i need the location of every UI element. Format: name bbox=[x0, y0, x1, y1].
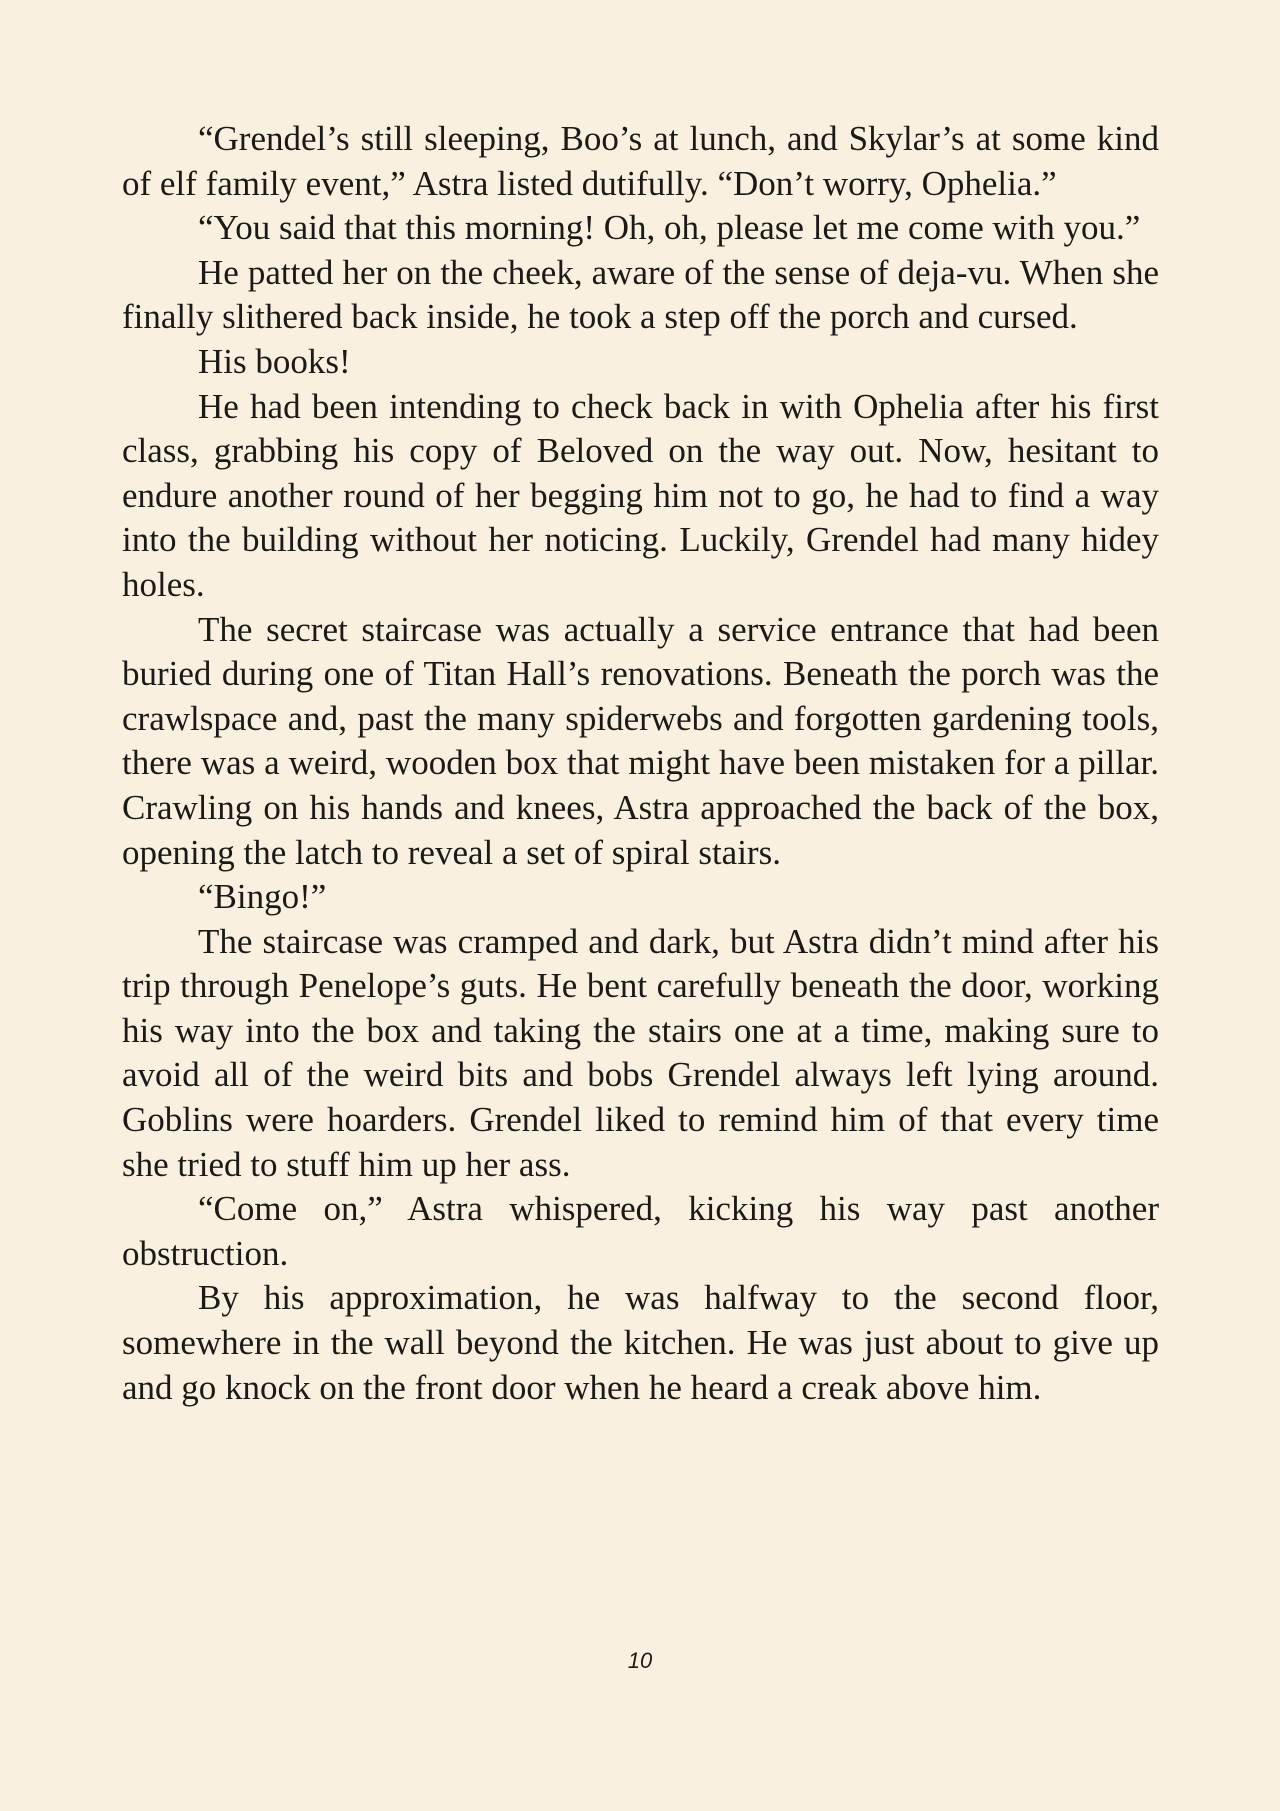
page-number: 10 bbox=[627, 1648, 653, 1673]
paragraph: He patted her on the cheek, aware of the sense of deja-vu. When she finally slithered back inside, he took a step off the porch and cursed. bbox=[122, 252, 1159, 337]
paragraph: “Come on,” Astra whispered, kicking his way past another obstruction. bbox=[122, 1189, 1159, 1273]
page-body bbox=[122, 117, 1159, 1410]
paragraph: The secret staircase was actually a service entrance that had been buried during one of Titan Hall’s renovations. Beneath the porch was the crawlspace and, past the many spiderwebs and forgotten gardening tools, there was a weird, wooden box that might have been mistaken for a pillar. Crawling on his hands and knees, Astra approached the back of the box, opening the latch to reveal a set of spiral stairs. bbox=[122, 609, 1159, 872]
paragraph: His books! bbox=[198, 341, 351, 381]
paragraph: “Bingo!” bbox=[198, 877, 327, 917]
paragraph: The staircase was cramped and dark, but Astra didn’t mind after his trip through Penelope’s guts. He bent carefully beneath the door, working his way into the box and taking the stairs one at a time, making sure to avoid all of the weird bits and bobs Grendel always left lying around. Goblins were hoarders. Grendel liked to remind him of that every time she tried to stuff him up her ass. bbox=[122, 921, 1159, 1184]
paragraph: By his approximation, he was halfway to the second floor, somewhere in the wall beyond the kitchen. He was just about to give up and go knock on the front door when he heard a creak above him. bbox=[122, 1278, 1159, 1407]
paragraph: “Grendel’s still sleeping, Boo’s at lunch, and Skylar’s at some kind of elf family event,” Astra listed dutifully. “Don’t worry, Ophelia.” bbox=[122, 119, 1159, 203]
paragraph: He had been intending to check back in with Ophelia after his first class, grabbing his copy of Beloved on the way out. Now, hesitant to endure another round of her begging him not to go, he had to find a way into the building without her noticing. Luckily, Grendel had many hidey holes. bbox=[122, 386, 1159, 604]
paragraph: “You said that this morning! Oh, oh, please let me come with you.” bbox=[198, 208, 1141, 248]
